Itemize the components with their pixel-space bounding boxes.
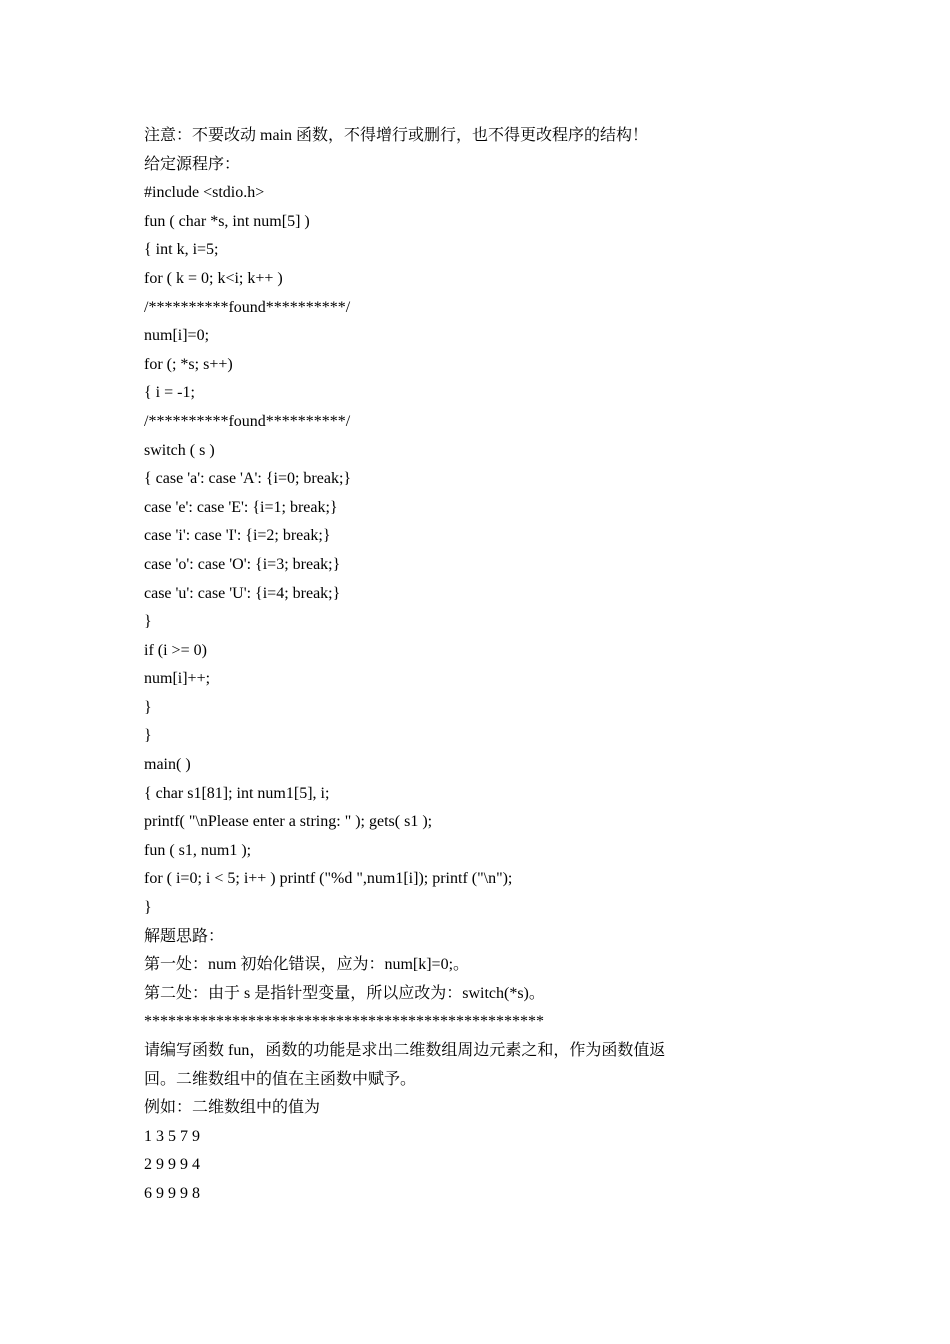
code-line: } [144, 613, 152, 631]
document-body [144, 122, 824, 1209]
code-line: } [144, 698, 152, 716]
code-line: case 'i': case 'I': {i=2; break;} [144, 527, 331, 545]
code-line: fun ( s1, num1 ); [144, 841, 252, 859]
code-line: { case 'a': case 'A': {i=0; break;} [144, 470, 352, 488]
matrix-row: 1 3 5 7 9 [144, 1127, 200, 1145]
code-line: for ( i=0; i < 5; i++ ) printf ("%d ",num1[i]); printf ("\n"); [144, 870, 513, 888]
task-description: 回。二维数组中的值在主函数中赋予。 [144, 1070, 417, 1088]
solution-heading: 解题思路： [144, 927, 225, 945]
matrix-row: 2 9 9 9 4 [144, 1156, 200, 1174]
found-marker: /**********found**********/ [144, 412, 351, 430]
code-line: fun ( char *s, int num[5] ) [144, 212, 310, 230]
code-line: for ( k = 0; k<i; k++ ) [144, 269, 283, 287]
code-line: } [144, 727, 152, 745]
code-line: switch ( s ) [144, 441, 215, 459]
code-line: num[i]=0; [144, 327, 210, 345]
code-line: case 'u': case 'U': {i=4; break;} [144, 584, 341, 602]
code-line: num[i]++; [144, 670, 211, 688]
code-line: case 'o': case 'O': {i=3; break;} [144, 555, 341, 573]
code-line: main( ) [144, 756, 191, 774]
code-line: case 'e': case 'E': {i=1; break;} [144, 498, 338, 516]
notice-line: 注意：不要改动 main 函数，不得增行或删行，也不得更改程序的结构！ [144, 127, 648, 144]
example-heading: 例如：二维数组中的值为 [144, 1099, 321, 1117]
code-line: if (i >= 0) [144, 641, 207, 659]
code-line: { i = -1; [144, 384, 195, 402]
code-line: #include <stdio.h> [144, 184, 265, 202]
code-line: printf( "\nPlease enter a string: " ); gets( s1 ); [144, 813, 433, 831]
found-marker: /**********found**********/ [144, 298, 351, 316]
task-description: 请编写函数 fun，函数的功能是求出二维数组周边元素之和，作为函数值返 [144, 1042, 666, 1059]
source-heading: 给定源程序： [144, 155, 241, 173]
separator-line: ************************************************** [144, 1013, 544, 1031]
solution-point-2: 第二处：由于 s 是指针型变量，所以应改为：switch(*s)。 [144, 984, 545, 1002]
code-line: for (; *s; s++) [144, 355, 233, 373]
code-line: { int k, i=5; [144, 241, 219, 259]
matrix-row: 6 9 9 9 8 [144, 1184, 200, 1202]
code-line: { char s1[81]; int num1[5], i; [144, 784, 330, 802]
solution-point-1: 第一处：num 初始化错误，应为：num[k]=0;。 [144, 956, 470, 974]
code-line: } [144, 899, 152, 917]
